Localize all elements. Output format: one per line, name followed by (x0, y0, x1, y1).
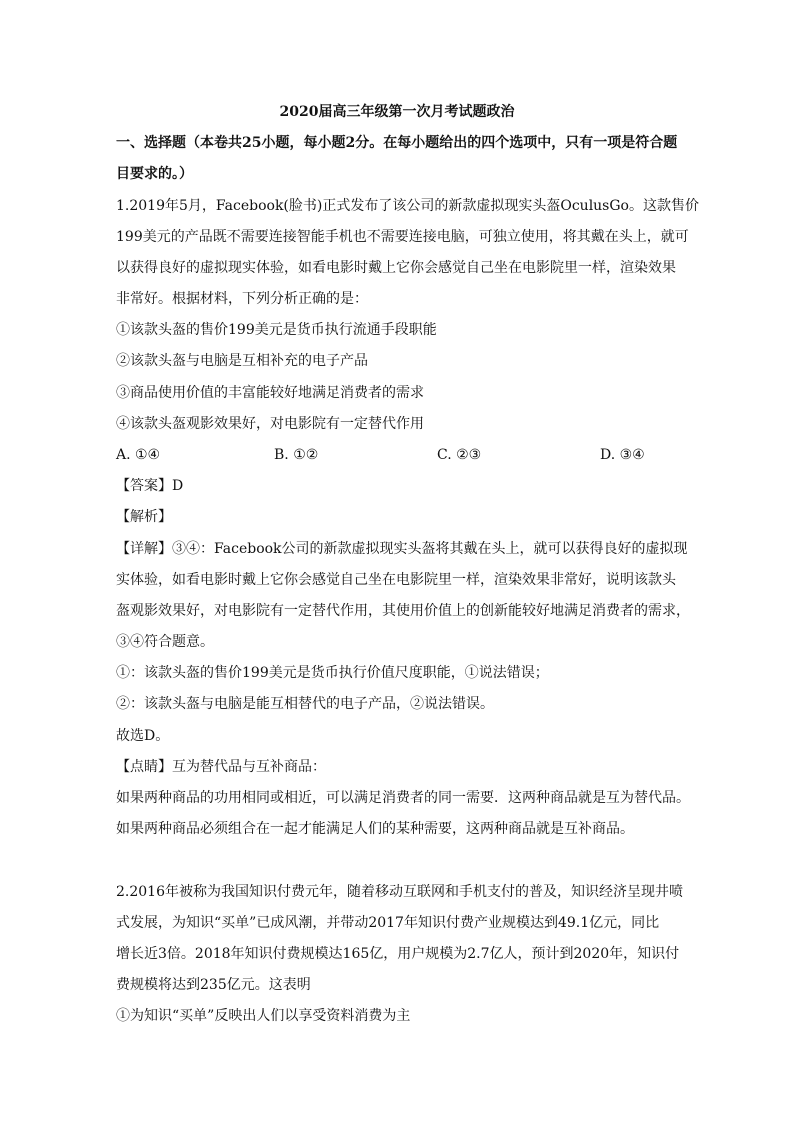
q1-answer: 【答案】D (116, 478, 184, 494)
q1-statement: ④该款头盔观影效果好，对电影院有一定替代作用 (116, 416, 424, 432)
section-heading-line-2: 目要求的。） (116, 166, 193, 182)
q1-option-a: A. ①④ (116, 447, 161, 463)
q1-tip-line: 如果两种商品必须组合在一起才能满足人们的某种需要，这两种商品就是互补商品。 (116, 821, 634, 837)
q1-tip-line: 如果两种商品的功用相同或相近，可以满足消费者的同一需要．这两种商品就是互为替代品。 (116, 790, 690, 806)
q1-wrong-line: ②：该款头盔与电脑是能互相替代的电子产品，②说法错误。 (116, 696, 494, 712)
q1-detail-line: ③④符合题意。 (116, 634, 214, 650)
q2-stem-line: 增长近3倍。2018年知识付费规模达165亿，用户规模为2.7亿人，预计到2020年，知识付 (116, 946, 680, 962)
q1-stem-line: 1.2019年5月，Facebook(脸书)正式发布了该公司的新款虚拟现实头盔OculusGo。这款售价 (116, 198, 699, 214)
q1-stem-line: 199美元的产品既不需要连接智能手机也不需要连接电脑，可独立使用，将其戴在头上，就可 (116, 229, 689, 245)
q1-detail-line: 盔观影效果好，对电影院有一定替代作用，其使用价值上的创新能较好地满足消费者的需求， (116, 603, 690, 619)
section-heading-line-1: 一、选择题（本卷共25小题，每小题2分。在每小题给出的四个选项中，只有一项是符合题 (116, 135, 678, 151)
q1-option-d: D. ③④ (600, 447, 645, 463)
q1-statement: ②该款头盔与电脑是互相补充的电子产品 (116, 353, 368, 369)
q1-tip-title: 【点睛】互为替代品与互补商品： (116, 759, 326, 775)
q1-statement: ①该款头盔的售价199美元是货币执行流通手段职能 (116, 322, 437, 338)
q1-detail-line: 实体验，如看电影时戴上它你会感觉自己坐在电影院里一样，渲染效果非常好，说明该款头 (116, 572, 676, 588)
q1-analysis-label: 【解析】 (116, 509, 172, 525)
q1-option-b: B. ①② (274, 447, 319, 463)
q1-wrong-line: ①：该款头盔的售价199美元是货币执行价值尺度职能，①说法错误； (116, 665, 549, 681)
q1-choose: 故选D。 (116, 728, 170, 744)
q1-option-c: C. ②③ (437, 447, 482, 463)
q2-stem-line: 2.2016年被称为我国知识付费元年，随着移动互联网和手机支付的普及，知识经济呈现井喷 (116, 884, 683, 900)
q2-statement: ①为知识“买单”反映出人们以享受资料消费为主 (116, 1008, 411, 1024)
q2-stem-line: 式发展，为知识“买单”已成风潮，并带动2017年知识付费产业规模达到49.1亿元，同比 (116, 915, 660, 931)
q1-statement: ③商品使用价值的丰富能较好地满足消费者的需求 (116, 385, 424, 401)
q1-stem-line: 非常好。根据材料，下列分析正确的是： (116, 291, 368, 307)
q1-detail-line: 【详解】③④：Facebook公司的新款虚拟现实头盔将其戴在头上，就可以获得良好的虚拟现 (116, 541, 688, 557)
q1-stem-line: 以获得良好的虚拟现实体验，如看电影时戴上它你会感觉自己坐在电影院里一样，渲染效果 (116, 260, 676, 276)
page-title: 2020届高三年级第一次月考试题政治 (279, 104, 515, 120)
q2-stem-line: 费规模将达到235亿元。这表明 (116, 977, 311, 993)
